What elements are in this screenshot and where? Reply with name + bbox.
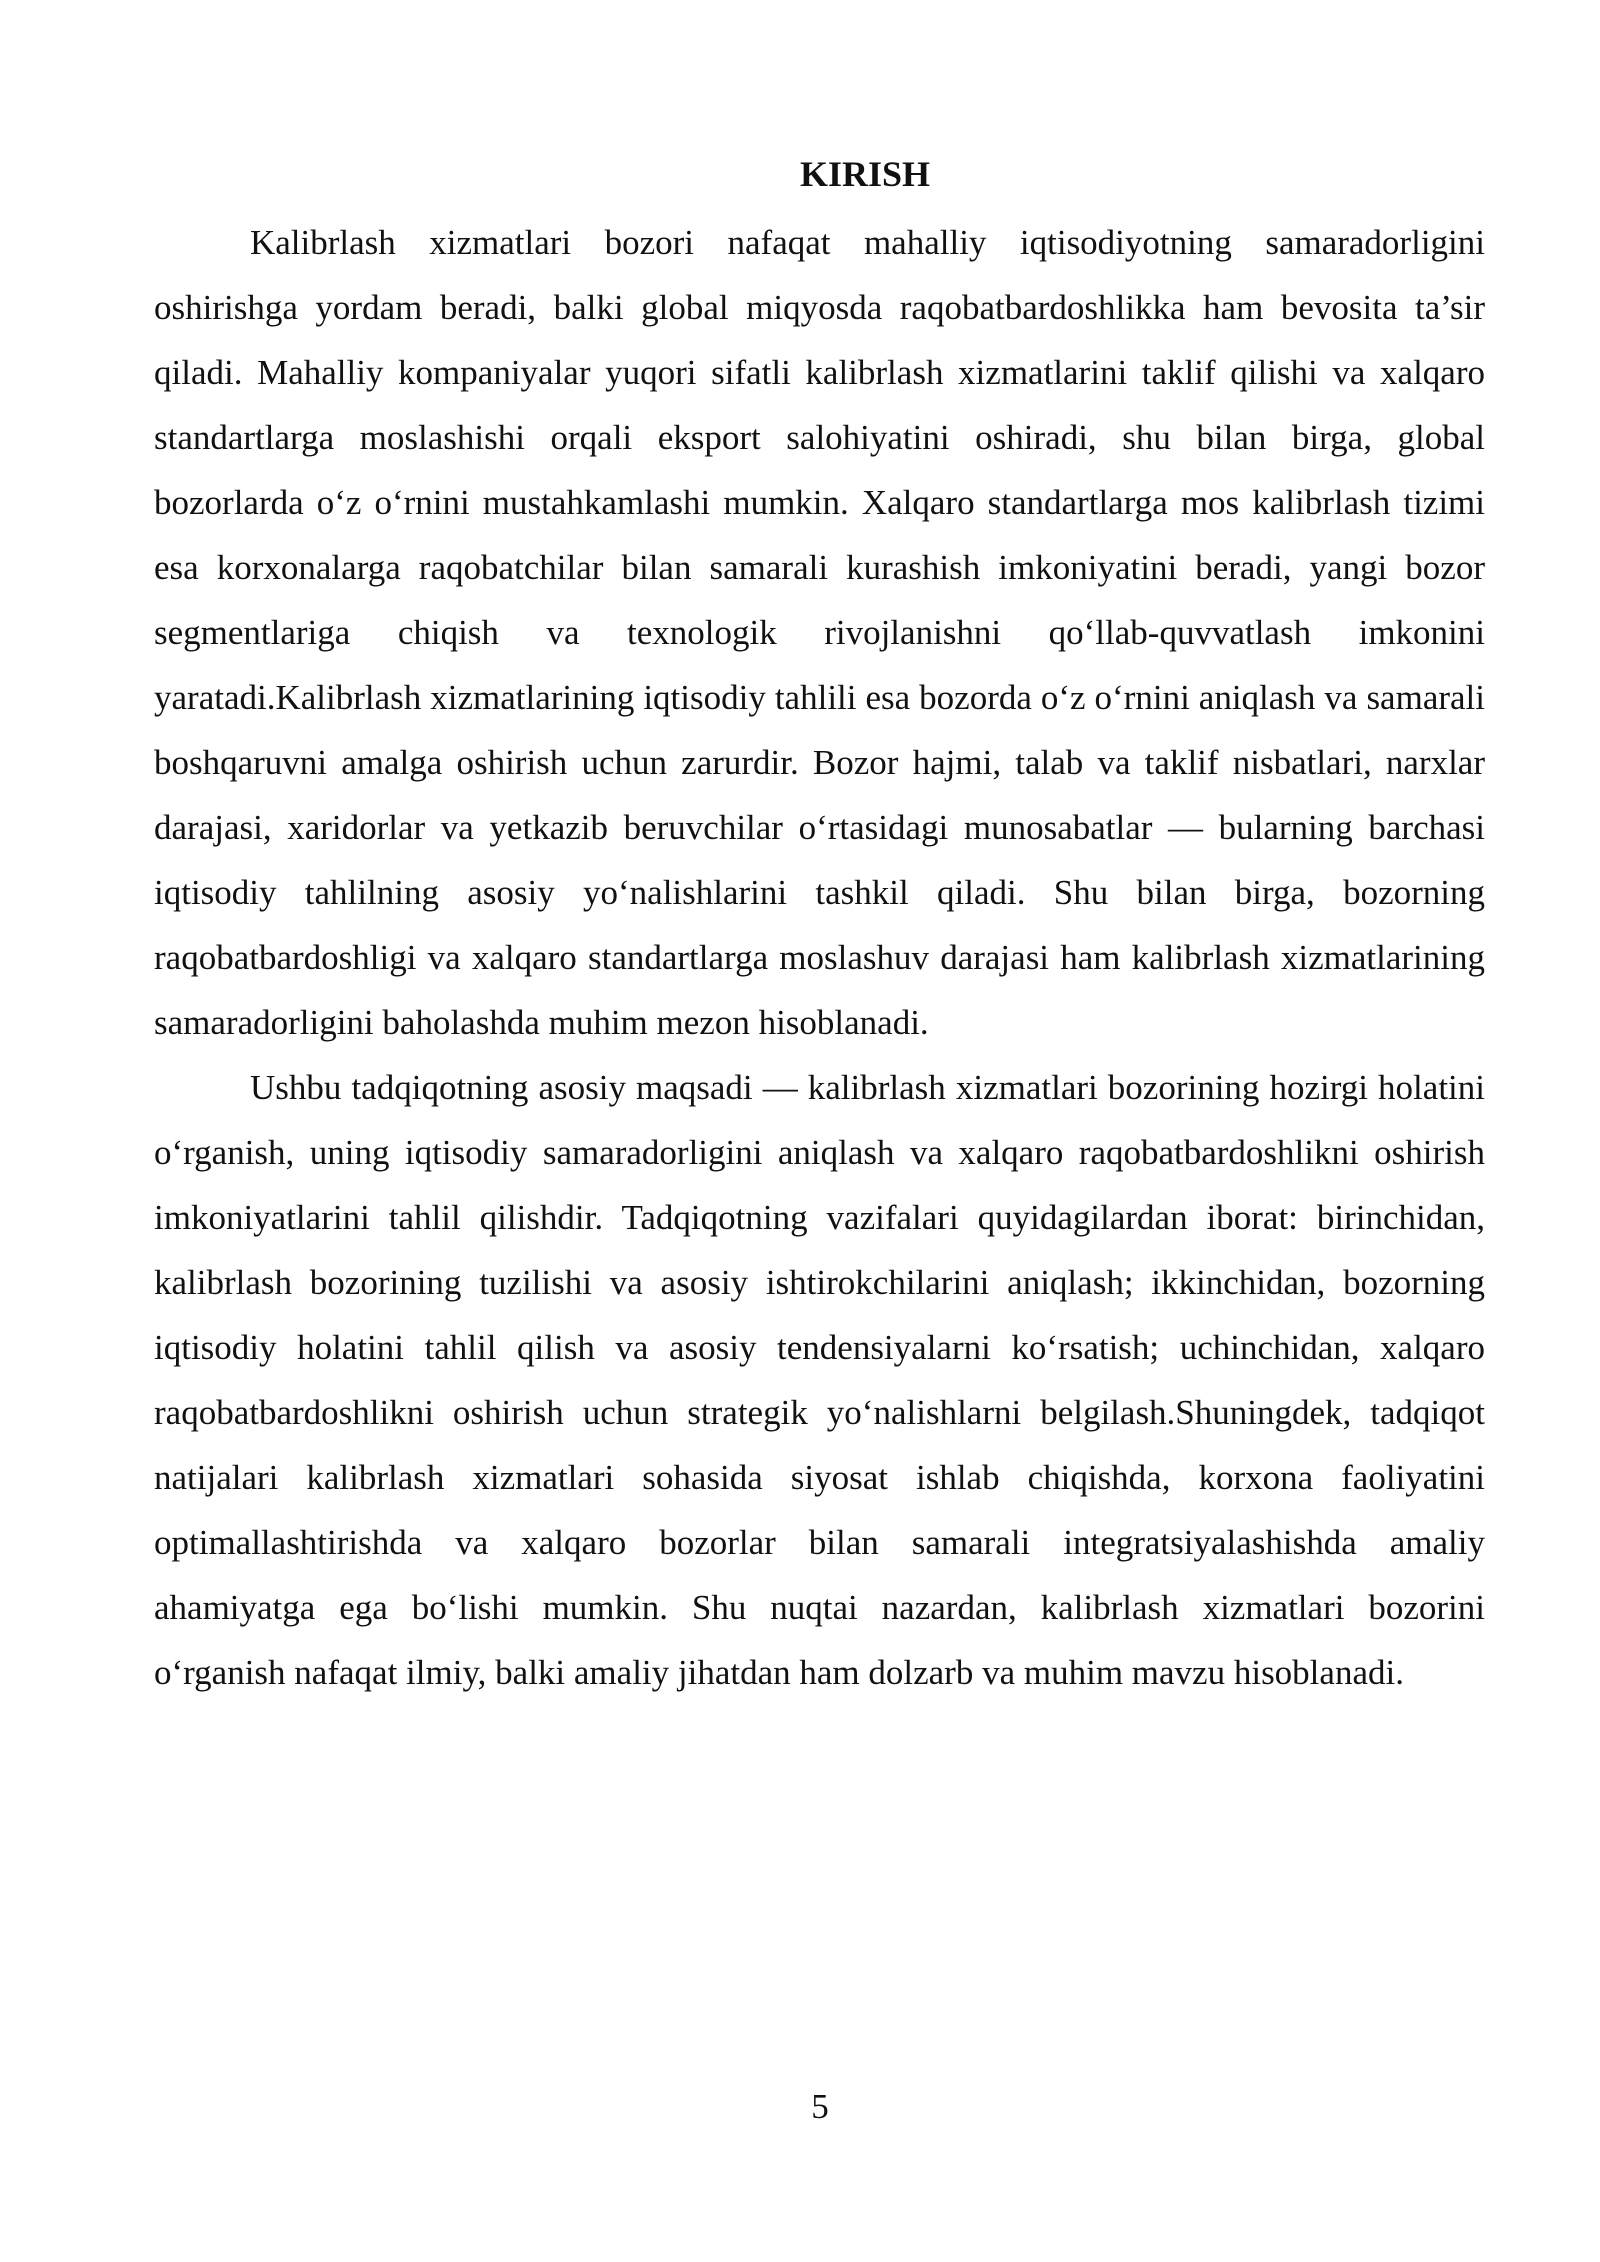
- section-heading: KIRISH: [799, 154, 931, 194]
- body-text: [154, 210, 1485, 1705]
- paragraph-2: Ushbu tadqiqotning asosiy maqsadi — kalibrlash xizmatlari bozorining hozirgi holatini o‘rganish, uning iqtisodiy samaradorligini aniqlash va xalqaro raqobatbardoshlikni oshirish imkoniyatlarini tahlil qilishdir. Tadqiqotning vazifalari quyidagilardan iborat: birinchidan, kalibrlash bozorining tuzilishi va asosiy ishtirokchilarini aniqlash; ikkinchidan, bozorning iqtisodiy holatini tahlil qilish va asosiy tendensiyalarni ko‘rsatish; uchinchidan, xalqaro raqobatbardoshlikni oshirish uchun strategik yo‘nalishlarni belgilash.Shuningdek, tadqiqot natijalari kalibrlash xizmatlari sohasida siyosat ishlab chiqishda, korxona faoliyatini optimallashtirishda va xalqaro bozorlar bilan samarali integratsiyalashishda amaliy ahamiyatga ega bo‘lishi mumkin. Shu nuqtai nazardan, kalibrlash xizmatlari bozorini o‘rganish nafaqat ilmiy, balki amaliy jihatdan ham dolzarb va muhim mavzu hisoblanadi.: [154, 1068, 1485, 1692]
- paragraph-1: Kalibrlash xizmatlari bozori nafaqat mahalliy iqtisodiyotning samaradorligini oshirishga yordam beradi, balki global miqyosda raqobatbardoshlikka ham bevosita ta’sir qiladi. Mahalliy kompaniyalar yuqori sifatli kalibrlash xizmatlarini taklif qilishi va xalqaro standartlarga moslashishi orqali eksport salohiyatini oshiradi, shu bilan birga, global bozorlarda o‘z o‘rnini mustahkamlashi mumkin. Xalqaro standartlarga mos kalibrlash tizimi esa korxonalarga raqobatchilar bilan samarali kurashish imkoniyatini beradi, yangi bozor segmentlariga chiqish va texnologik rivojlanishni qo‘llab-quvvatlash imkonini yaratadi.Kalibrlash xizmatlarining iqtisodiy tahlili esa bozorda o‘z o‘rnini aniqlash va samarali boshqaruvni amalga oshirish uchun zarurdir. Bozor hajmi, talab va taklif nisbatlari, narxlar darajasi, xaridorlar va yetkazib beruvchilar o‘rtasidagi munosabatlar — bularning barchasi iqtisodiy tahlilning asosiy yo‘nalishlarini tashkil qiladi. Shu bilan birga, bozorning raqobatbardoshligi va xalqaro standartlarga moslashuv darajasi ham kalibrlash xizmatlarining samaradorligini baholashda muhim mezon hisoblanadi.: [154, 223, 1485, 1042]
- page-number: 5: [811, 2087, 829, 2126]
